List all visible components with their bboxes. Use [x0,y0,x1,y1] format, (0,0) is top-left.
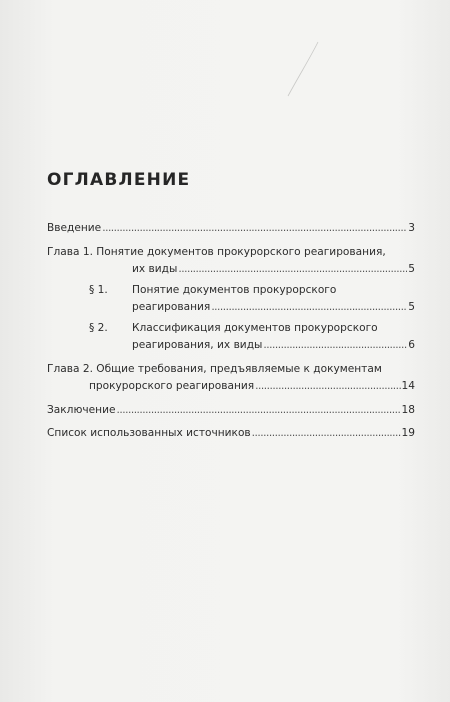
dot-leader [263,337,407,355]
toc-entry-label-cont: прокурорского реагирования [89,380,255,392]
toc-entry-label: Глава 2. Общие требования, предъявляемые к документам [47,362,382,375]
dot-leader [255,378,400,396]
section-number: § 2. [89,321,108,334]
toc-entry-label-cont: их виды [132,263,178,275]
dot-leader [102,220,407,238]
dot-leader [178,261,407,279]
toc-entry-sources[interactable] [47,425,415,443]
toc-entry-label: Понятие документов прокурорского [132,283,337,296]
toc-page-number: 3 [408,222,415,234]
toc-page-number: 18 [401,403,415,416]
toc-entry-section-1[interactable] [47,282,415,317]
toc-entry-label: Глава 1. Понятие документов прокурорского реагирования, [47,245,386,258]
dot-leader [211,299,407,317]
toc-page-number: 19 [401,427,415,439]
toc-entry-label-cont: реагирования [132,301,211,313]
toc-entry-section-2[interactable] [47,320,415,355]
toc-entry-chapter-2[interactable] [47,361,415,396]
dot-leader [116,402,400,420]
dot-leader [252,425,401,443]
table-of-contents [47,220,415,443]
toc-entry-label: Классификация документов прокурорского [132,321,378,334]
section-number: § 1. [89,283,108,296]
toc-entry-label-cont: реагирования, их виды [132,339,263,351]
toc-entry-chapter-1[interactable] [47,244,415,279]
toc-entry-label: Введение [47,222,102,234]
toc-page-number: 5 [408,301,415,313]
page-title: ОГЛАВЛЕНИЕ [47,170,191,190]
toc-page-number: 6 [408,339,415,351]
toc-entry-label: Список использованных источников [47,427,251,439]
toc-page-number: 5 [408,263,415,275]
toc-entry-label: Заключение [47,403,116,416]
toc-page-number: 14 [401,380,415,392]
toc-entry-conclusion[interactable] [47,402,415,420]
pencil-mark [280,40,320,100]
toc-entry-intro[interactable] [47,220,415,238]
